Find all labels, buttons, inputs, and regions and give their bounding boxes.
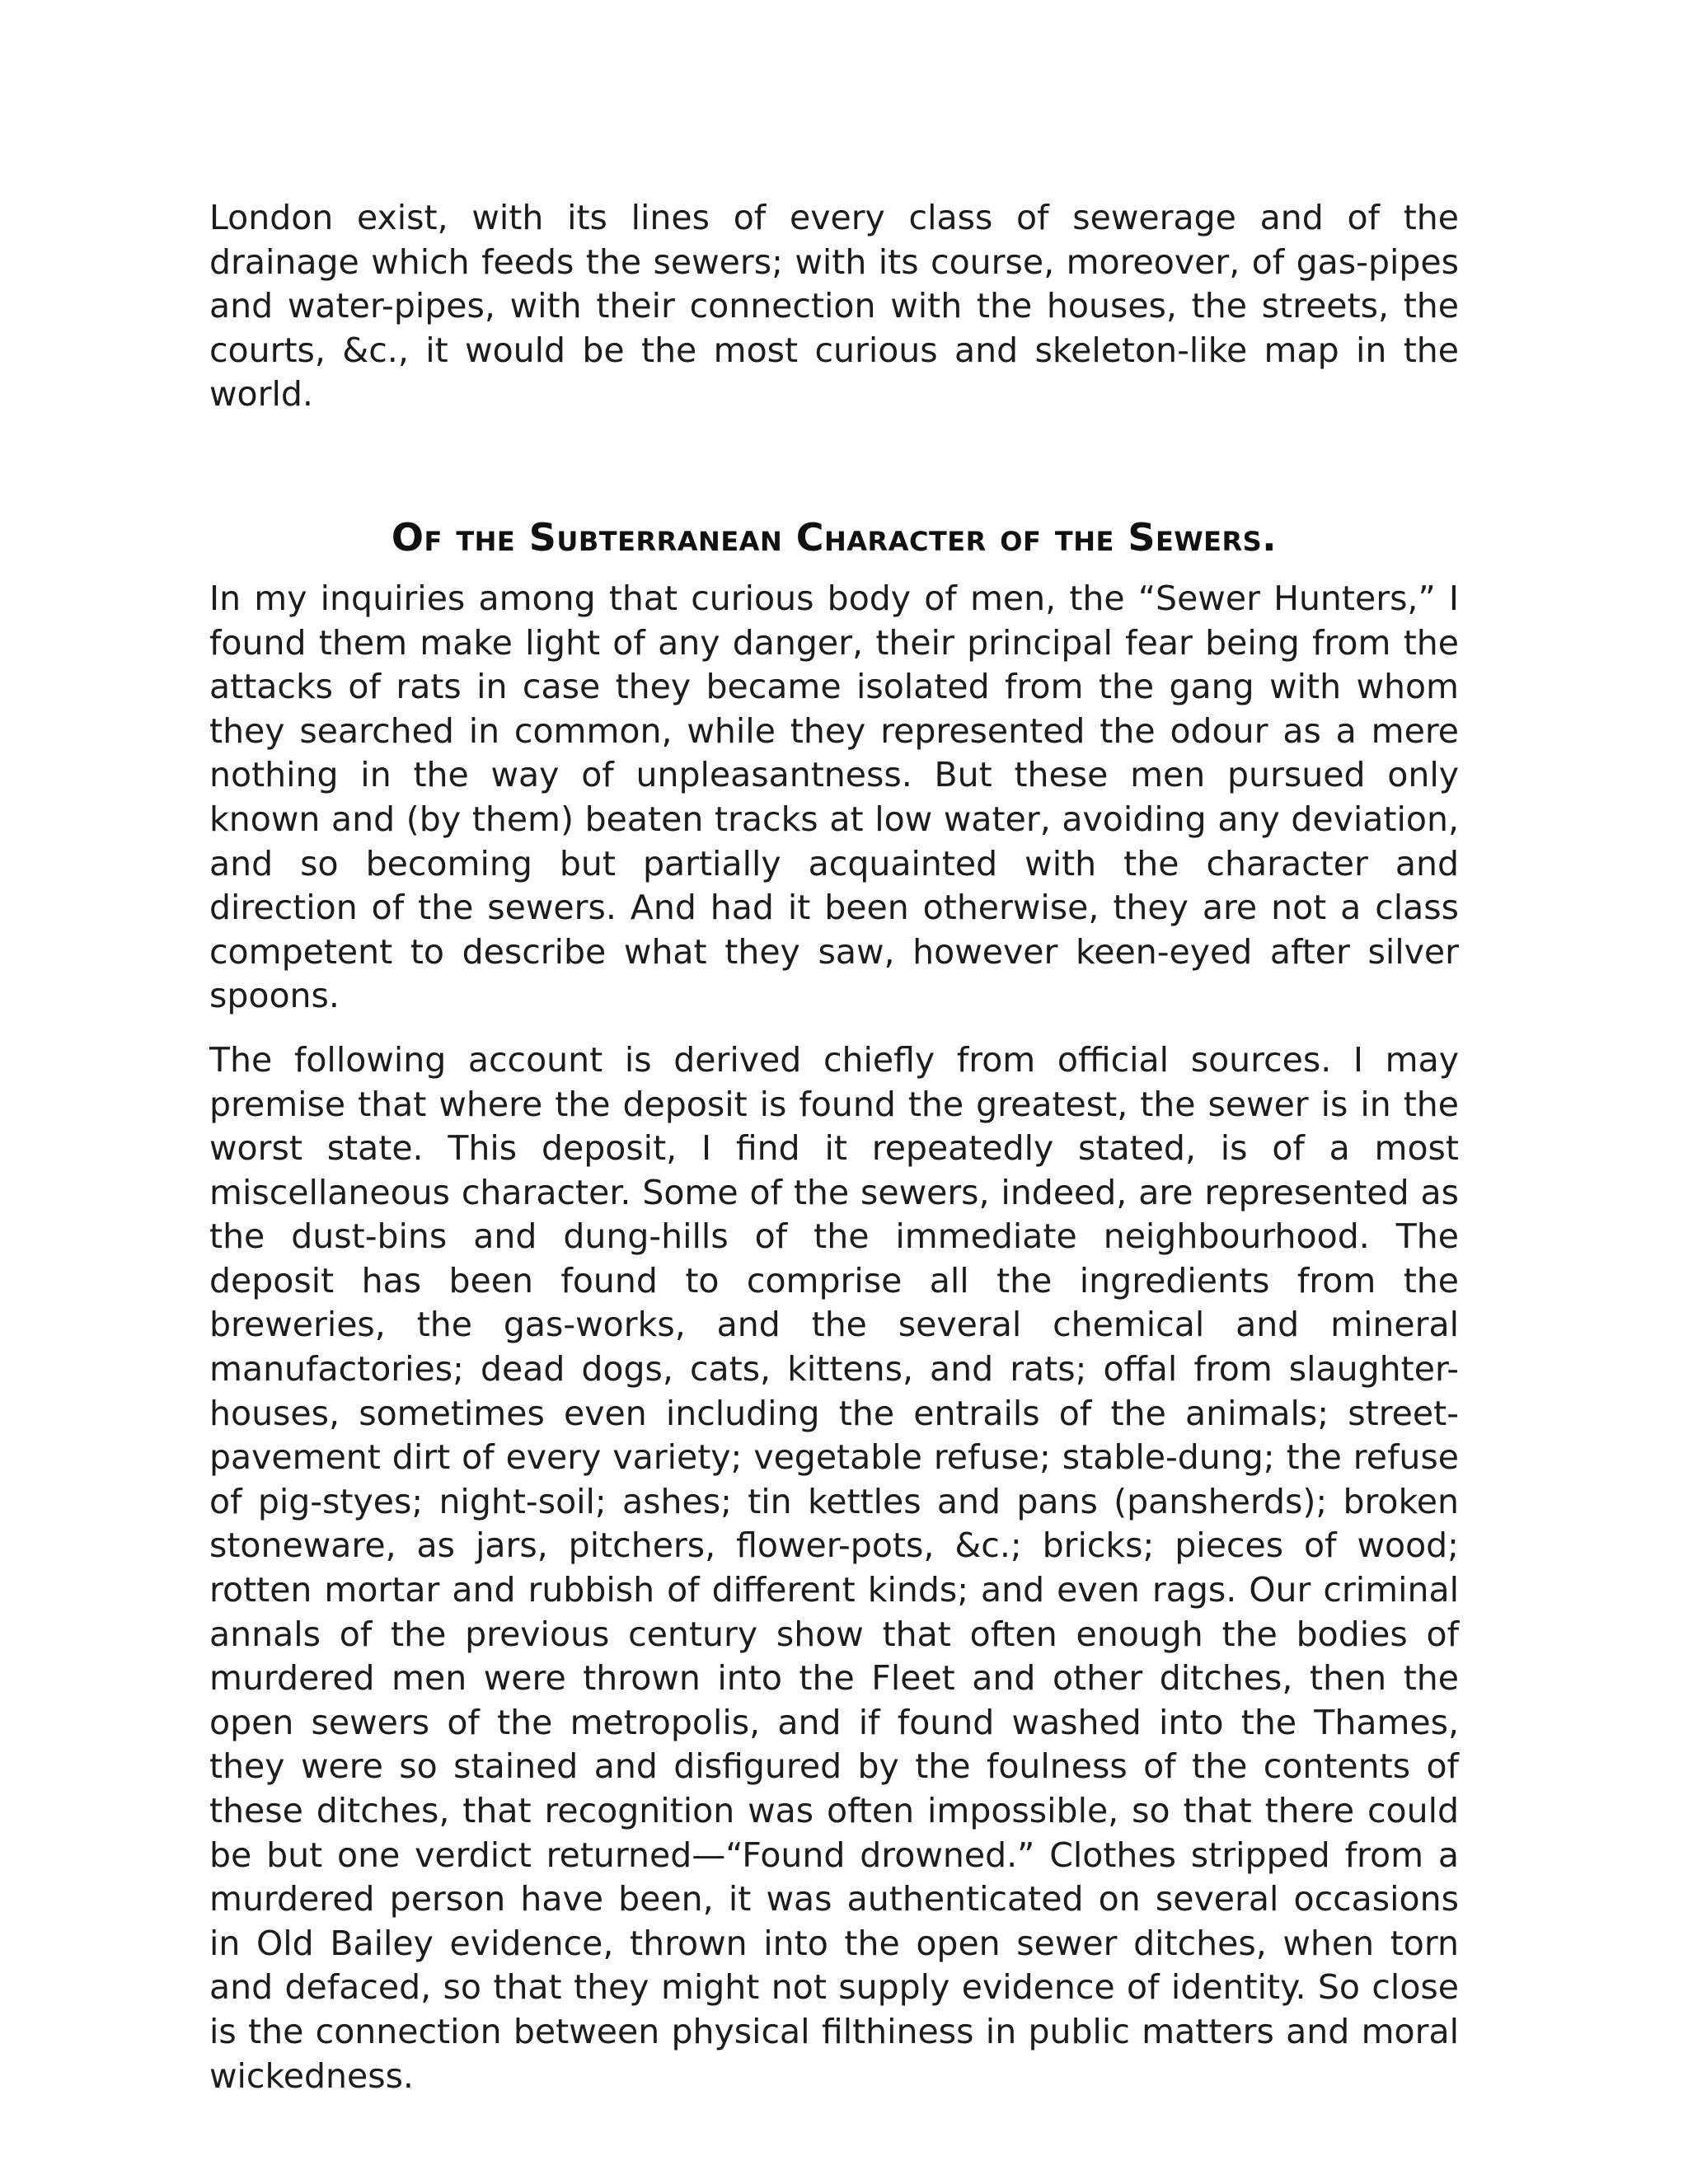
section-heading: Of the Subterranean Character of the Sewers. — [391, 514, 1278, 560]
paragraph-sewer-hunters: In my inquiries among that curious body of men, the “Sewer Hunters,” I found them make light of any danger, their principal fear being from the attacks of rats in case they became isolated from the gang with whom they searched in common, while they represented the odour as a mere nothing in the way of unpleasantness. But these men pursued only known and (by them) beaten tracks at low water, avoiding any deviation, and so becoming but partially acquainted with the character and direction of the sewers. And had it been otherwise, they are not a class competent to describe what they saw, however keen-eyed after silver spoons. — [209, 578, 1459, 1016]
paragraph-deposit-account: The following account is derived chiefly from official sources. I may premise that where the deposit is found the greatest, the sewer is in the worst state. This deposit, I find it repeatedly stated, is of a most miscellaneous character. Some of the sewers, indeed, are represented as the dust-bins and dung-hills of the immediate neighbourhood. The deposit has been found to comprise all the ingredients from the breweries, the gas-works, and the several chemical and mineral manufactories; dead dogs, cats, kittens, and rats; offal from slaughter-houses, sometimes even including the entrails of the animals; street-pavement dirt of every variety; vegetable refuse; stable-dung; the refuse of pig-styes; night-soil; ashes; tin kettles and pans (pansherds); broken stoneware, as jars, pitchers, flower-pots, &c.; bricks; pieces of wood; rotten mortar and rubbish of different kinds; and even rags. Our criminal annals of the previous century show that often enough the bodies of murdered men were thrown into the Fleet and other ditches, then the open sewers of the metropolis, and if found washed into the Thames, they were so stained and disfigured by the foulness of the contents of these ditches, that recognition was often impossible, so that there could be but one verdict returned—“Found drowned.” Clothes stripped from a murdered person have been, it was authenticated on several occasions in Old Bailey evidence, thrown into the open sewer ditches, when torn and defaced, so that they might not supply evidence of identity. So close is the connection between physical filthiness in public matters and moral wickedness. — [209, 1039, 1459, 2096]
paragraph-continued: London exist, with its lines of every class of sewerage and of the drainage which feeds the sewers; with its course, moreover, of gas-pipes and water-pipes, with their connection with the houses, the streets, the courts, &c., it would be the most curious and skeleton-like map in the world. — [209, 198, 1459, 415]
document-page — [209, 196, 1459, 2098]
